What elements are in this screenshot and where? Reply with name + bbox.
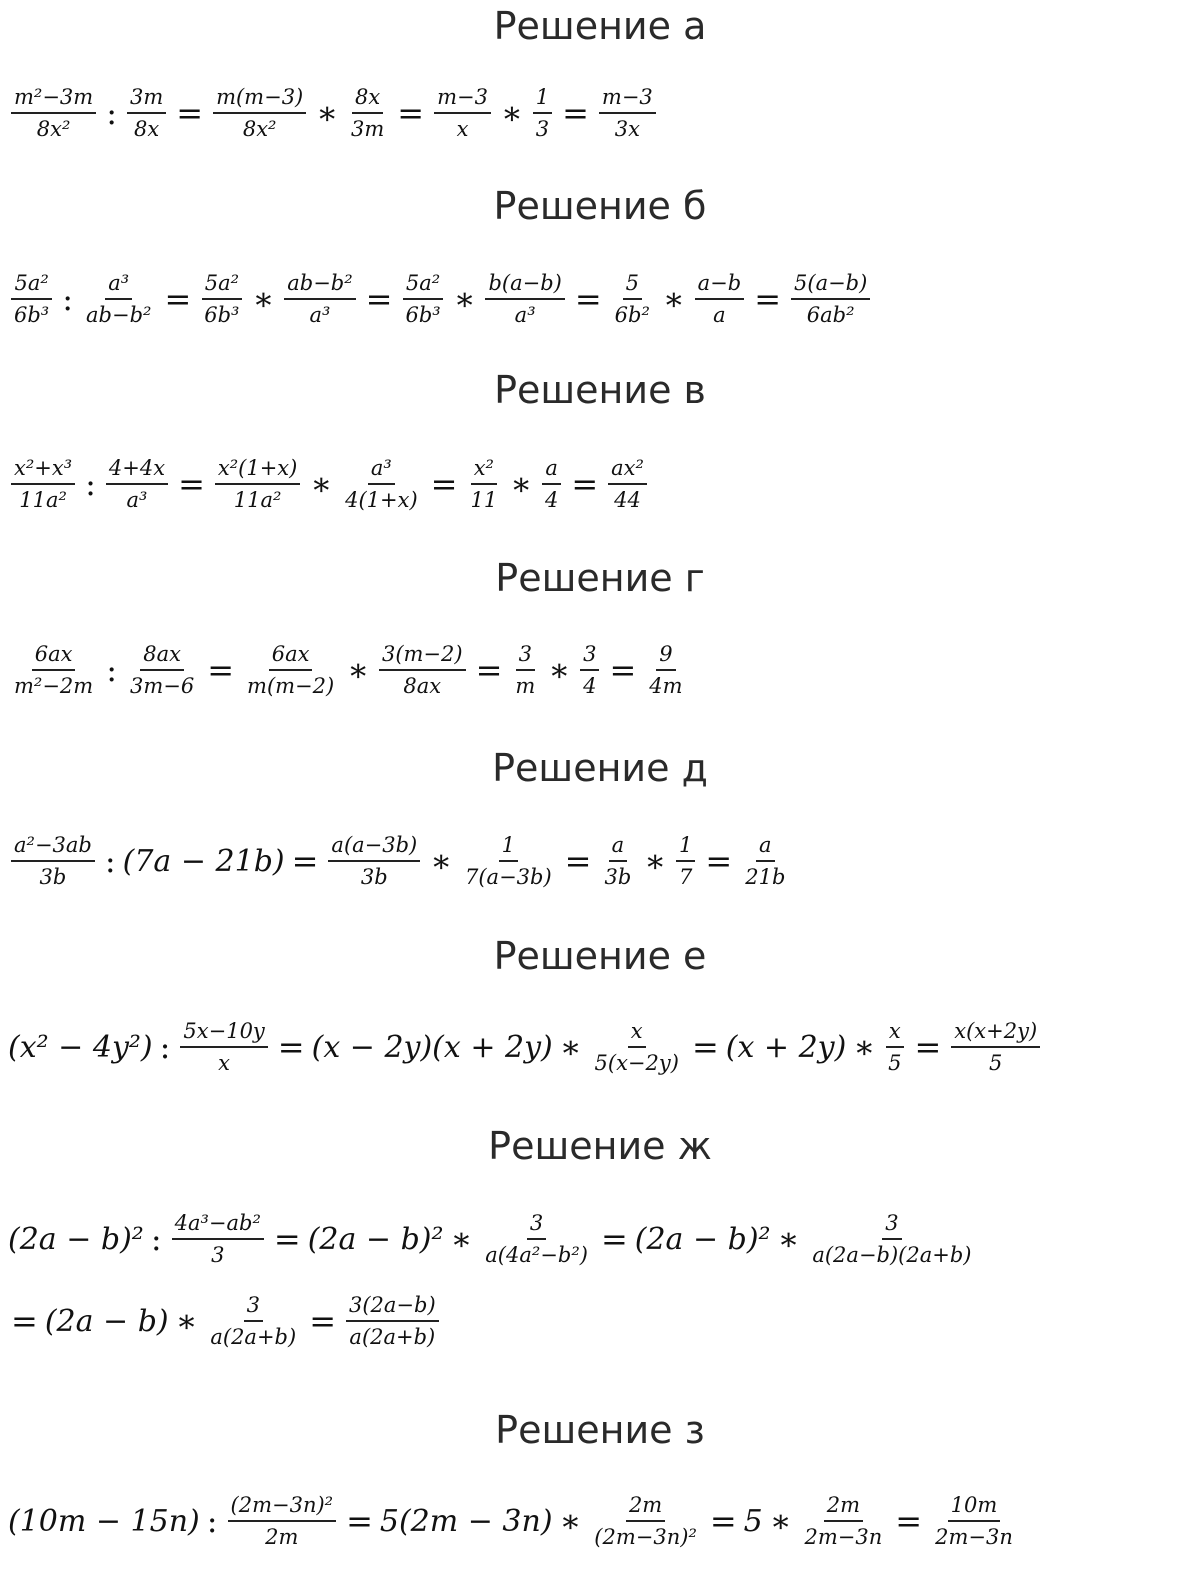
fraction bbox=[951, 1018, 1040, 1076]
fraction bbox=[201, 270, 242, 328]
multiply-sign: ∗ bbox=[644, 842, 667, 880]
denominator: 4(1+x) bbox=[345, 488, 418, 512]
multiply-sign: ∗ bbox=[769, 1502, 792, 1540]
equals-sign: = bbox=[273, 1220, 301, 1258]
numerator: a bbox=[542, 455, 561, 485]
fraction bbox=[434, 84, 491, 142]
fraction bbox=[599, 84, 656, 142]
multiply-sign: ∗ bbox=[310, 465, 333, 503]
fraction bbox=[346, 1292, 439, 1350]
denominator: 4 bbox=[544, 488, 559, 512]
numerator: 6ax bbox=[269, 641, 313, 671]
multiply-sign: ∗ bbox=[252, 280, 275, 318]
divide-sign: : bbox=[106, 94, 117, 132]
fraction bbox=[172, 1210, 264, 1268]
expression: (2a − b) bbox=[44, 1303, 169, 1339]
fraction bbox=[676, 832, 695, 890]
numerator: 2m bbox=[824, 1492, 863, 1522]
multiply-sign: ∗ bbox=[347, 651, 369, 689]
equals-sign: = bbox=[291, 842, 319, 880]
divide-sign: : bbox=[62, 280, 74, 318]
numerator: 5(a−b) bbox=[791, 270, 870, 300]
fraction bbox=[328, 832, 420, 890]
expression: (x + 2y) bbox=[725, 1029, 847, 1065]
denominator: 44 bbox=[614, 488, 641, 512]
numerator: b(a−b) bbox=[485, 270, 564, 300]
numerator: ax² bbox=[608, 455, 647, 485]
numerator: (2m−3n)² bbox=[228, 1492, 337, 1522]
fraction bbox=[379, 641, 466, 699]
fraction bbox=[467, 455, 500, 513]
fraction bbox=[809, 1210, 974, 1268]
expression: (2a − b)² bbox=[634, 1221, 771, 1257]
denominator: a bbox=[713, 303, 726, 327]
multiply-sign: ∗ bbox=[430, 842, 452, 880]
denominator: 2m bbox=[265, 1525, 299, 1549]
equals-sign: = bbox=[346, 1502, 373, 1540]
equation-d bbox=[6, 832, 793, 890]
fraction bbox=[462, 832, 555, 890]
numerator: 3 bbox=[527, 1210, 546, 1240]
denominator: 11 bbox=[470, 488, 498, 512]
equals-sign: = bbox=[11, 1302, 38, 1340]
numerator: 3m bbox=[127, 84, 166, 114]
numerator: x²(1+x) bbox=[215, 455, 300, 485]
denominator: 11a² bbox=[19, 488, 67, 512]
denominator: m²−2m bbox=[14, 674, 94, 698]
equation-zh-line2 bbox=[6, 1292, 444, 1350]
fraction bbox=[591, 1492, 700, 1550]
fraction bbox=[646, 641, 685, 699]
multiply-sign: ∗ bbox=[559, 1502, 582, 1540]
denominator: 3 bbox=[535, 117, 550, 141]
fraction bbox=[932, 1492, 1016, 1550]
numerator: 3 bbox=[882, 1210, 901, 1240]
numerator: a(a−3b) bbox=[328, 832, 420, 862]
fraction bbox=[127, 84, 166, 142]
denominator: 3m bbox=[351, 117, 385, 141]
equals-sign: = bbox=[574, 280, 602, 318]
multiply-sign: ∗ bbox=[450, 1220, 473, 1258]
fraction bbox=[482, 1210, 591, 1268]
denominator: 5 bbox=[989, 1051, 1003, 1075]
denominator: a³ bbox=[514, 303, 536, 327]
equals-sign: = bbox=[600, 1220, 628, 1258]
equals-sign: = bbox=[914, 1028, 942, 1066]
denominator: a³ bbox=[309, 303, 331, 327]
heading-solution-e: Решение е bbox=[493, 934, 707, 978]
divide-sign: : bbox=[159, 1028, 171, 1066]
numerator: 2m bbox=[626, 1492, 665, 1522]
numerator: 1 bbox=[499, 832, 518, 862]
equation-e bbox=[6, 1018, 1045, 1076]
fraction bbox=[791, 270, 870, 328]
equals-sign: = bbox=[705, 842, 733, 880]
numerator: a bbox=[756, 832, 775, 862]
denominator: 3x bbox=[614, 117, 640, 141]
numerator: 5x−10y bbox=[180, 1018, 267, 1048]
heading-solution-a: Решение а bbox=[493, 4, 707, 48]
denominator: m bbox=[515, 674, 536, 698]
fraction bbox=[592, 1018, 682, 1076]
numerator: ab−b² bbox=[284, 270, 355, 300]
fraction bbox=[213, 84, 306, 142]
denominator: 3b bbox=[360, 865, 388, 889]
denominator: a(4a²−b²) bbox=[485, 1243, 588, 1267]
fraction bbox=[695, 270, 745, 328]
denominator: 7 bbox=[679, 865, 693, 889]
expression: (2a − b)² bbox=[8, 1221, 144, 1257]
fraction bbox=[83, 270, 154, 328]
numerator: m²−3m bbox=[11, 84, 96, 114]
equation-zh-line1 bbox=[6, 1210, 979, 1268]
heading-solution-b: Решение б bbox=[493, 184, 707, 228]
equals-sign: = bbox=[475, 651, 503, 689]
multiply-sign: ∗ bbox=[175, 1302, 198, 1340]
fraction bbox=[11, 84, 96, 142]
denominator: 5(x−2y) bbox=[594, 1051, 679, 1075]
fraction bbox=[228, 1492, 337, 1550]
denominator: (2m−3n)² bbox=[594, 1525, 697, 1549]
fraction bbox=[580, 641, 599, 699]
multiply-sign: ∗ bbox=[510, 465, 532, 503]
numerator: a−b bbox=[695, 270, 745, 300]
numerator: 5a² bbox=[202, 270, 242, 300]
equals-sign: = bbox=[277, 1028, 305, 1066]
numerator: m(m−3) bbox=[213, 84, 306, 114]
heading-solution-z: Решение з bbox=[495, 1408, 705, 1452]
denominator: ab−b² bbox=[86, 303, 152, 327]
denominator: 8x² bbox=[36, 117, 71, 141]
denominator: x bbox=[218, 1051, 231, 1075]
multiply-sign: ∗ bbox=[453, 280, 476, 318]
expression: 5(2m − 3n) bbox=[379, 1503, 553, 1539]
equals-sign: = bbox=[709, 1502, 737, 1540]
denominator: 3m−6 bbox=[129, 674, 195, 698]
expression: 5 bbox=[743, 1503, 763, 1539]
expression: (x² − 4y²) bbox=[8, 1029, 153, 1065]
numerator: 1 bbox=[676, 832, 695, 862]
equals-sign: = bbox=[691, 1028, 719, 1066]
denominator: 3 bbox=[211, 1243, 225, 1267]
equals-sign: = bbox=[365, 280, 393, 318]
numerator: 9 bbox=[656, 641, 675, 671]
denominator: x bbox=[456, 117, 469, 141]
equals-sign: = bbox=[164, 280, 192, 318]
numerator: x bbox=[628, 1018, 646, 1048]
fraction bbox=[485, 270, 564, 328]
equals-sign: = bbox=[397, 94, 425, 132]
denominator: a³ bbox=[126, 488, 148, 512]
equals-sign: = bbox=[754, 280, 782, 318]
multiply-sign: ∗ bbox=[500, 94, 523, 132]
equals-sign: = bbox=[562, 94, 589, 132]
divide-sign: : bbox=[150, 1220, 162, 1258]
denominator: 6b² bbox=[614, 303, 650, 327]
numerator: m−3 bbox=[434, 84, 491, 114]
expression: (7a − 21b) bbox=[122, 843, 285, 879]
numerator: 8x bbox=[352, 84, 383, 114]
denominator: 8ax bbox=[403, 674, 442, 698]
multiply-sign: ∗ bbox=[662, 280, 685, 318]
divide-sign: : bbox=[104, 842, 116, 880]
numerator: 5a² bbox=[403, 270, 443, 300]
denominator: m(m−2) bbox=[247, 674, 335, 698]
fraction bbox=[11, 832, 95, 890]
multiply-sign: ∗ bbox=[777, 1220, 800, 1258]
multiply-sign: ∗ bbox=[316, 94, 338, 132]
numerator: 3 bbox=[580, 641, 599, 671]
fraction bbox=[11, 641, 96, 699]
equals-sign: = bbox=[309, 1302, 336, 1340]
multiply-sign: ∗ bbox=[853, 1028, 876, 1066]
numerator: 1 bbox=[533, 84, 552, 114]
denominator: 11a² bbox=[233, 488, 282, 512]
equation-b bbox=[6, 270, 875, 328]
heading-solution-g: Решение г bbox=[495, 556, 705, 600]
fraction bbox=[106, 455, 168, 513]
denominator: 6ab² bbox=[806, 303, 855, 327]
numerator: 4a³−ab² bbox=[172, 1210, 264, 1240]
denominator: 6b³ bbox=[204, 303, 240, 327]
fraction bbox=[742, 832, 788, 890]
denominator: 8x² bbox=[242, 117, 277, 141]
numerator: 5 bbox=[623, 270, 642, 300]
numerator: x² bbox=[471, 455, 497, 485]
equals-sign: = bbox=[895, 1502, 923, 1540]
equation-v bbox=[6, 455, 652, 513]
numerator: 3(m−2) bbox=[379, 641, 466, 671]
denominator: 3b bbox=[604, 865, 632, 889]
numerator: a bbox=[609, 832, 628, 862]
fraction bbox=[612, 270, 653, 328]
denominator: a(2a−b)(2a+b) bbox=[812, 1243, 972, 1267]
numerator: 3 bbox=[244, 1292, 263, 1322]
equation-a bbox=[6, 84, 661, 142]
numerator: x bbox=[886, 1018, 904, 1048]
fraction bbox=[11, 455, 75, 513]
heading-solution-v: Решение в bbox=[494, 368, 706, 412]
denominator: 2m−3n bbox=[935, 1525, 1013, 1549]
denominator: 4 bbox=[583, 674, 597, 698]
denominator: 2m−3n bbox=[804, 1525, 883, 1549]
numerator: a³ bbox=[368, 455, 395, 485]
equals-sign: = bbox=[176, 94, 204, 132]
fraction bbox=[244, 641, 337, 699]
denominator: 4m bbox=[649, 674, 683, 698]
divide-sign: : bbox=[85, 465, 96, 503]
denominator: a(2a+b) bbox=[210, 1325, 297, 1349]
denominator: 7(a−3b) bbox=[465, 865, 552, 889]
multiply-sign: ∗ bbox=[559, 1028, 582, 1066]
fraction bbox=[802, 1492, 886, 1550]
fraction bbox=[608, 455, 647, 513]
fraction bbox=[533, 84, 552, 142]
equation-z bbox=[6, 1492, 1021, 1550]
numerator: 3(2a−b) bbox=[346, 1292, 439, 1322]
expression: (x − 2y)(x + 2y) bbox=[311, 1029, 553, 1065]
denominator: 8x bbox=[134, 117, 160, 141]
multiply-sign: ∗ bbox=[548, 651, 571, 689]
fraction bbox=[11, 270, 52, 328]
heading-solution-zh: Решение ж bbox=[488, 1124, 712, 1168]
numerator: x²+x³ bbox=[11, 455, 75, 485]
numerator: a²−3ab bbox=[11, 832, 95, 862]
denominator: a(2a+b) bbox=[349, 1325, 436, 1349]
fraction bbox=[542, 455, 561, 513]
fraction bbox=[127, 641, 197, 699]
numerator: 6ax bbox=[32, 641, 76, 671]
denominator: 3b bbox=[39, 865, 67, 889]
numerator: 8ax bbox=[140, 641, 184, 671]
numerator: 10m bbox=[948, 1492, 1001, 1522]
equals-sign: = bbox=[207, 651, 235, 689]
fraction bbox=[215, 455, 300, 513]
divide-sign: : bbox=[106, 651, 117, 689]
fraction bbox=[402, 270, 443, 328]
equation-g bbox=[6, 641, 691, 699]
equals-sign: = bbox=[571, 465, 599, 503]
denominator: 21b bbox=[745, 865, 786, 889]
fraction bbox=[207, 1292, 299, 1350]
fraction bbox=[342, 455, 421, 513]
equals-sign: = bbox=[430, 465, 458, 503]
denominator: 6b³ bbox=[14, 303, 50, 327]
numerator: 4+4x bbox=[106, 455, 168, 485]
equals-sign: = bbox=[564, 842, 592, 880]
heading-solution-d: Решение д bbox=[492, 746, 708, 790]
expression: (10m − 15n) bbox=[8, 1503, 200, 1539]
expression: (2a − b)² bbox=[307, 1221, 444, 1257]
numerator: x(x+2y) bbox=[951, 1018, 1040, 1048]
equals-sign: = bbox=[178, 465, 205, 503]
fraction bbox=[348, 84, 387, 142]
fraction bbox=[885, 1018, 904, 1076]
divide-sign: : bbox=[206, 1502, 218, 1540]
equals-sign: = bbox=[609, 651, 637, 689]
numerator: 5a² bbox=[11, 270, 51, 300]
denominator: 6b³ bbox=[405, 303, 441, 327]
fraction bbox=[512, 641, 538, 699]
numerator: m−3 bbox=[599, 84, 656, 114]
fraction bbox=[284, 270, 355, 328]
fraction bbox=[601, 832, 634, 890]
numerator: a³ bbox=[105, 270, 132, 300]
fraction bbox=[180, 1018, 267, 1076]
denominator: 5 bbox=[888, 1051, 902, 1075]
numerator: 3 bbox=[516, 641, 535, 671]
